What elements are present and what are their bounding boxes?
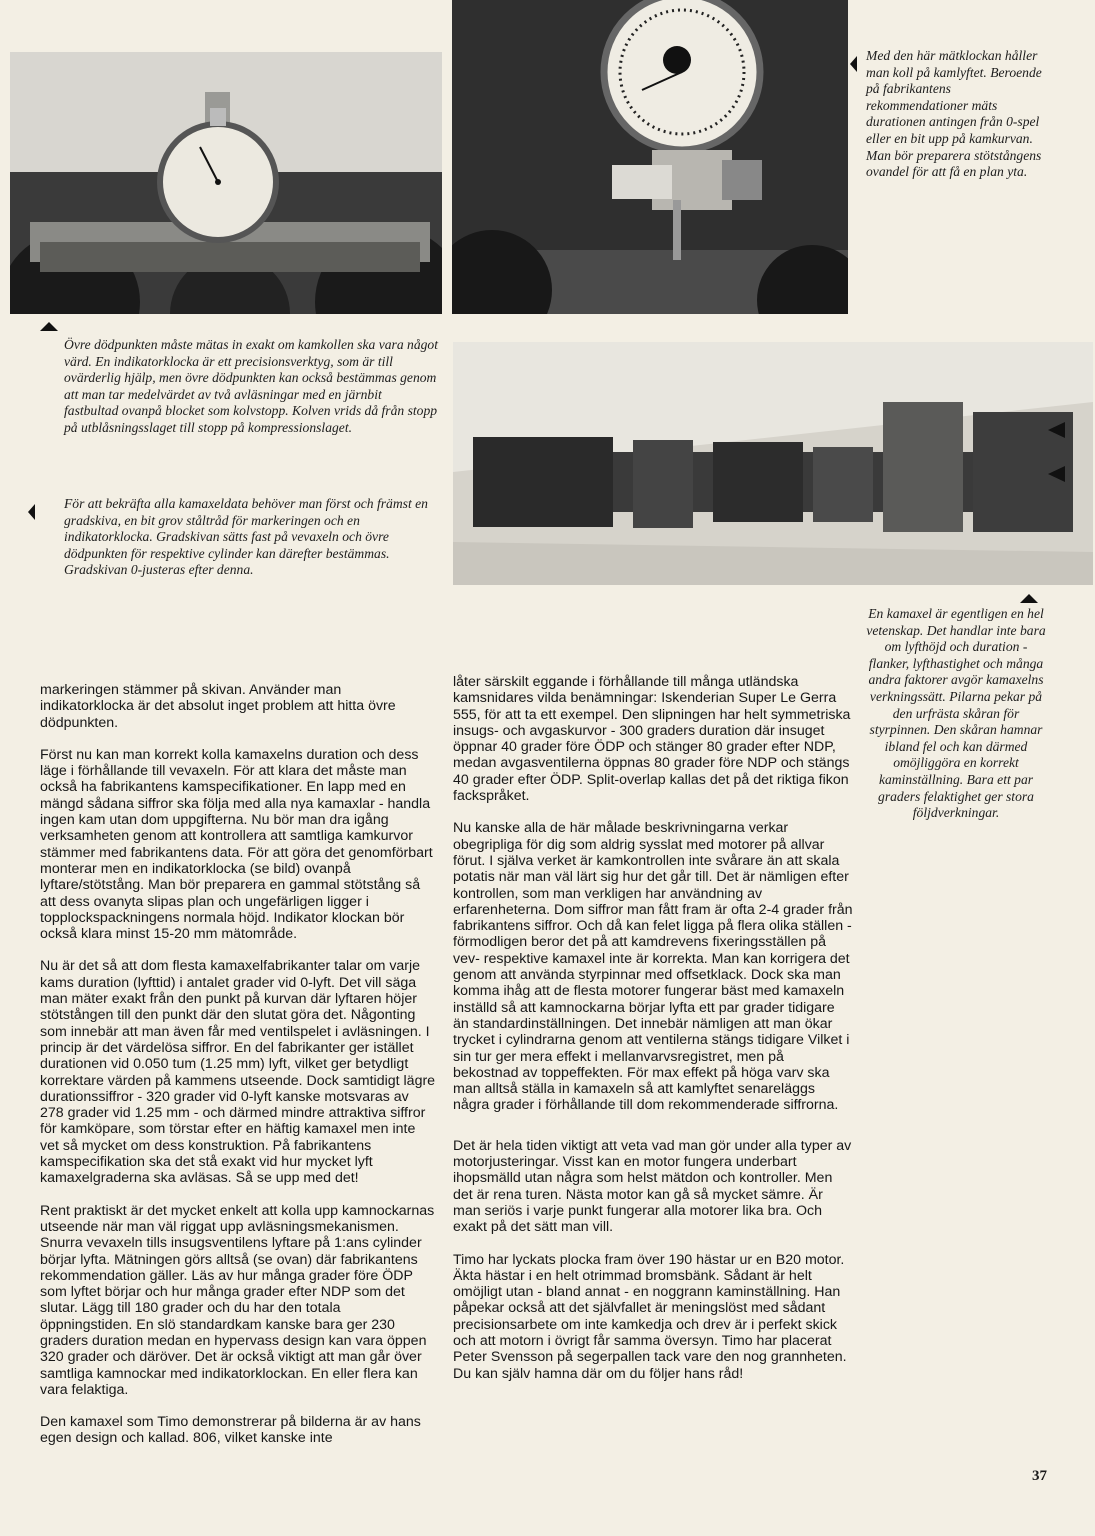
caption-arrow-left-icon-2 xyxy=(28,504,35,520)
photo-dial-gauge xyxy=(452,0,848,314)
paragraph: Nu är det så att dom flesta kamaxelfabrikanter talar om varje kams duration (lyfttid) i antalet grader vid 0-lyft. Det vill säga man mäter exakt från den punkt på kurvan där lyftaren höjer stötstången till den punkt där den slutat göra det. Någonting som innebär att man även får med ventilspelet i avläsningen. I princip är det värdelösa siffror. En del fabrikanter ger istället durationen vid 0.050 tum (1.25 mm) lyft, vilket ger betydligt korrektare värden på kammens utseende. Dock samtidigt lägre durationssiffror - 320 grader vid 0-lyft kanske motsvaras av 278 grader vid 1.25 mm - och därmed mindre attraktiva siffror för kamköpare, som törstar efter en häftig kamaxel men inte vet så mycket om dess konstruktion. På fabrikantens kamspecifikation ska det stå exakt vid hur mycket lyft kamaxelgraderna ska avläsas. Så se upp med det! xyxy=(40,958,436,1187)
caption-arrow-up-icon xyxy=(40,322,58,331)
caption-arrow-up-icon-2 xyxy=(1020,594,1038,603)
article-column-right xyxy=(453,674,853,1398)
paragraph: Först nu kan man korrekt kolla kamaxelns duration och dess läge i förhållande till vevaxeln. För att klara det måste man också ha fabrikantens kamspecifikationer. En lapp med en mängd sådana siffror ska följa med alla nya kamaxlar - handla ingen kam utan dom uppgifterna. Nu bör man dra igång verksamheten genom att kontrollera att samtliga kamkurvor stämmer med fabrikantens data. För att göra det genomförbart monterar men en indikatorklocka (se bild) ovanpå lyftare/stötstång. Man bör preparera en gammal stötstång så att dess ovanyta slipas plan och ungefärligen ligger i topplockspackningens normala höjd. Indikator klockan bör också klara minst 15-20 mm mätområde. xyxy=(40,746,433,943)
paragraph: Nu kanske alla de här målade beskrivningarna verkar obegripliga för dig som aldrig sysslat med motorer på allvar förut. I själva verket är kamkontrollen inte svårare än att skala potatis när man väl lärt sig hur det går till. Det är nämligen efter kontrollen, som man verkligen har användning av erfarenheterna. Dom siffror man fått fram är ofta 2-4 grader från fabrikantens siffror. Och då kan felet ligga på flera olika ställen - förmodligen beror det på att kamdrevens fixeringsställen på vev- respektive kamaxel inte är korrekta. Man kan korrigera det genom att använda styrpinnar med offsetklack. Dock ska man komma ihåg att de flesta motorer fungerar bäst med kamaxeln inställd så att kamnockarna börjar lyfta ett par grader tidigare än standardinställningen. Det innebär nämligen att man ökar trycket i cylindrarna genom att ventilerna stängs tidigare Vilket i sin tur ger mera effekt i mellanvarvsregistret, men på bekostnad av toppeffekten. För max effekt på höga varv ska man alltså ställa in kamaxeln så att kamlyftet senareläggs några grader i förhållande till dom rekommenderade siffrorna. xyxy=(453,820,853,1114)
paragraph: låter särskilt eggande i förhållande till många utländska kamsnidares vilda benämningar: Iskenderian Super Le Gerra 555, för att ta ett exempel. Den slipningen har helt symmetriska insugs- och avgaskurvor - 300 graders duration där insuget öppnar 40 grader före ÖDP och stänger 80 grader efter NDP, medan avgasventilerna öppnas 80 grader före NDP och stängs 40 grader efter ÖDP. Split-overlap kallas det på det riktiga fikon fackspråket. xyxy=(453,674,851,805)
paragraph: markeringen stämmer på skivan. Använder man indikatorklocka är det absolut inget problem att hitta övre dödpunkten. xyxy=(40,682,396,731)
caption-camshaft-text: En kamaxel är egentligen en hel vetenskap. Det handlar inte bara om lyfthöjd och duration - flanker, lyfthastighet och många andra faktorer avgör kamaxelns verkningssätt. Pilarna pekar på den urfrästa skåran för styrpinnen. Den skåran hamnar ibland fel och kan därmed omöjliggöra en korrekt kaminställning. Bara ett par graders felaktighet ger stora följdverkningar. xyxy=(866,606,1046,821)
caption-tdc-text: Övre dödpunkten måste mätas in exakt om kamkollen ska vara något värd. En indikatorklocka är ett precisionsverktyg, som är till ovärderlig hjälp, men övre dödpunkten kan också bestämmas genom att man tar medelvärdet av två avläsningar med en järnbit fastbultad ovanpå blocket som kolvstopp. Kolven vrids då från stopp på utblåsningsslaget till stopp på kompressionslaget. xyxy=(64,337,438,435)
caption-tdc xyxy=(64,337,438,437)
caption-degree-wheel xyxy=(64,496,438,579)
article-column-left xyxy=(40,682,436,1463)
paragraph: Timo har lyckats plocka fram över 190 hästar ur en B20 motor. Äkta hästar i en helt otrimmad bromsbänk. Sådant är helt omöjligt utan - bland annat - en noggrann kaminställning. Han påpekar också att det självfallet är meningslöst med sådant precisionsarbete om inte kamkedja och drev är i perfekt skick och att motorn i övrigt får samma översyn. Timo har placerat Peter Svensson på segerpallen tack vare den nog grannheten. Du kan själv hamna där om du följer hans råd! xyxy=(453,1251,847,1382)
caption-camshaft xyxy=(866,606,1046,822)
page-number: 37 xyxy=(1032,1468,1047,1484)
photo-camshaft xyxy=(453,342,1093,585)
paragraph: Rent praktiskt är det mycket enkelt att kolla upp kamnockarnas utseende när man väl riggat upp avläsningsmekanismen. Snurra vevaxeln tills insugsventilens lyftare på 1:ans cylinder börjar lyfta. Mätningen görs alltså (se ovan) där fabrikantens rekommendation gäller. Läs av hur många grader före ÖDP som lyftet börjar och hur många grader efter NDP som det slutar. Lägg till 180 grader och du har den totala öppningstiden. En slö standardkam kanske bara ger 230 graders duration medan en hypervass design kan vara öppen 320 grader och däröver. Det är också viktigt att man går över samtliga kamnockar med indikatorklockan. En eller flera kan vara felaktiga. xyxy=(40,1202,435,1398)
paragraph: Det är hela tiden viktigt att veta vad man gör under alla typer av motorjusteringar. Visst kan en motor fungera underbart ihopsmälld utan några som helst mätdon och kontroller. Men det är rena turen. Nästa motor kan gå så mycket sämre. Är man seriös i varje punkt fungerar alla motorer lika bra. Och exakt på det sätt man vill. xyxy=(453,1137,852,1236)
caption-dial-gauge xyxy=(866,48,1044,181)
caption-dial-gauge-text: Med den här mätklockan håller man koll på kamlyftet. Beroende på fabrikantens rekommendationer mäts durationen antingen från 0-spel eller en bit upp på kamkurvan. Man bör preparera stötstångens ovandel för att få en plan yta. xyxy=(866,48,1042,180)
caption-arrow-left-icon xyxy=(850,56,857,72)
caption-degree-wheel-text: För att bekräfta alla kamaxeldata behöver man först och främst en gradskiva, en bit grov ståltråd för markeringen och en indikatorklocka. Gradskivan sätts fast på vevaxeln och övre dödpunkten för respektive cylinder kan därefter bestämmas. Gradskivan 0-justeras efter denna. xyxy=(64,496,428,578)
photo-tdc-gauge xyxy=(10,52,442,314)
paragraph: Den kamaxel som Timo demonstrerar på bilderna är av hans egen design och kallad. 806, vilket kanske inte xyxy=(40,1414,421,1447)
